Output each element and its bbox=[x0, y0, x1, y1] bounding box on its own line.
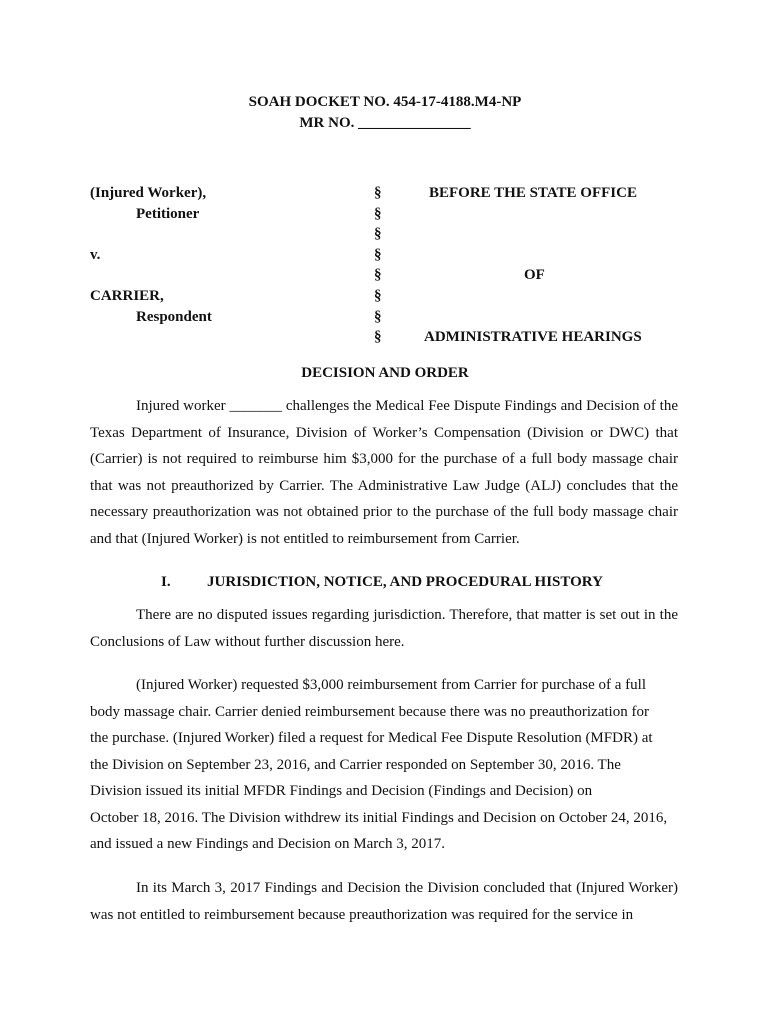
document-title: DECISION AND ORDER bbox=[301, 365, 469, 381]
section-symbol: § bbox=[374, 267, 382, 283]
jurisdiction-paragraph bbox=[90, 602, 678, 655]
section-symbol: § bbox=[374, 226, 382, 242]
caption-tribunal-line3: ADMINISTRATIVE HEARINGS bbox=[424, 329, 642, 345]
section-symbol: § bbox=[374, 309, 382, 325]
section-symbol: § bbox=[374, 247, 382, 263]
caption-tribunal-line2: OF bbox=[524, 267, 545, 283]
paragraph-line: October 18, 2016. The Division withdrew its initial Findings and Decision on October 24, 2016, bbox=[90, 809, 668, 826]
section-symbol: § bbox=[374, 185, 382, 201]
paragraph-line: Division issued its initial MFDR Findings and Decision (Findings and Decision) on bbox=[90, 783, 593, 799]
caption-petitioner-role: Petitioner bbox=[136, 206, 200, 222]
section-symbol: § bbox=[374, 288, 382, 304]
caption-respondent-role: Respondent bbox=[136, 309, 212, 325]
docket-number: SOAH DOCKET NO. 454-17-4188.M4-NP bbox=[248, 94, 522, 110]
caption-petitioner-name: (Injured Worker), bbox=[90, 185, 207, 201]
procedural-history-paragraph bbox=[90, 672, 678, 858]
intro-paragraph-text: Injured worker _______ challenges the Medical Fee Dispute Findings and Decision of the Texas Department of Insurance, Division of Worker’s Compensation (Division or DWC) that (Carrier) is not required to reimburse him $3,000 for the purchase of a full body massage chair that was not preauthorized by Carrier. The Administrative Law Judge (ALJ) concludes that the necessary preauthorization was not obtained prior to the purchase of the full body massage chair and that (Injured Worker) is not entitled to reimbursement from Carrier. bbox=[90, 398, 678, 547]
section-symbol: § bbox=[374, 329, 382, 345]
section-heading: JURISDICTION, NOTICE, AND PROCEDURAL HISTORY bbox=[207, 574, 603, 590]
caption-respondent-name: CARRIER, bbox=[90, 288, 164, 304]
jurisdiction-paragraph-text: There are no disputed issues regarding jurisdiction. Therefore, that matter is set out in the Conclusions of Law without further discussion here. bbox=[90, 607, 678, 650]
paragraph-line: the Division on September 23, 2016, and Carrier responded on September 30, 2016. The bbox=[90, 756, 621, 773]
paragraph-line: the purchase. (Injured Worker) filed a request for Medical Fee Dispute Resolution (MFDR) at bbox=[90, 730, 653, 746]
caption-versus: v. bbox=[90, 247, 101, 263]
section-number: I. bbox=[161, 574, 171, 590]
caption-tribunal-line1: BEFORE THE STATE OFFICE bbox=[429, 185, 637, 201]
paragraph-line: (Injured Worker) requested $3,000 reimbursement from Carrier for purchase of a full bbox=[136, 677, 646, 693]
findings-paragraph bbox=[90, 875, 678, 928]
mr-number: MR NO. _______________ bbox=[299, 115, 471, 131]
findings-paragraph-text: In its March 3, 2017 Findings and Decision the Division concluded that (Injured Worker) was not entitled to reimbursement because preauthorization was required for the service in bbox=[90, 880, 678, 923]
paragraph-line: body massage chair. Carrier denied reimbursement because there was no preauthorization for bbox=[90, 703, 649, 720]
section-symbol: § bbox=[374, 206, 382, 222]
intro-paragraph bbox=[90, 393, 678, 552]
paragraph-line: and issued a new Findings and Decision on March 3, 2017. bbox=[90, 836, 445, 852]
